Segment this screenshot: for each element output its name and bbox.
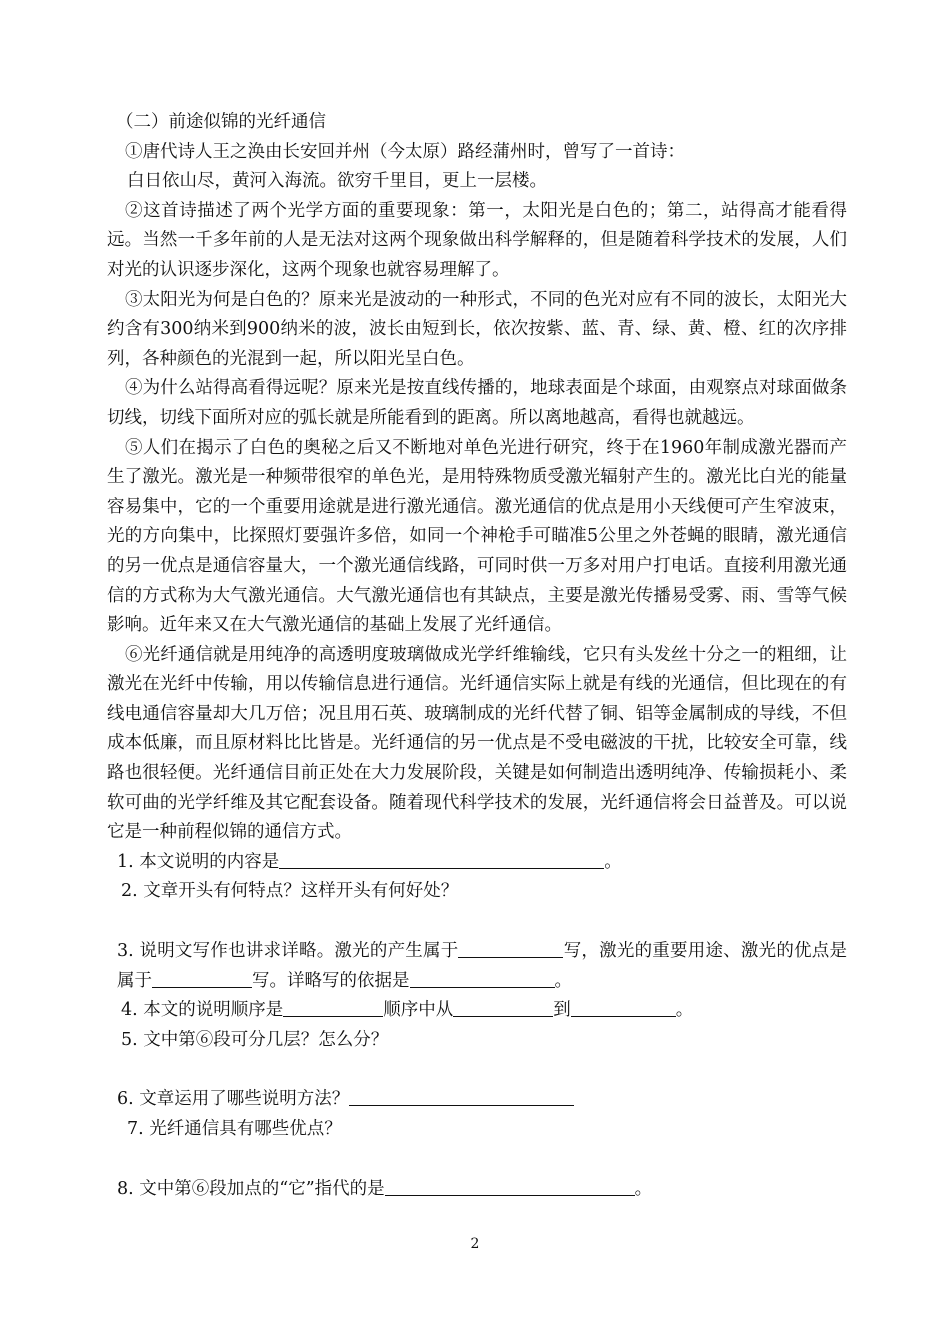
question-4 xyxy=(107,996,847,1026)
answer-blank[interactable] xyxy=(453,998,553,1017)
page-number: 2 xyxy=(470,1236,480,1252)
answer-blank[interactable] xyxy=(385,1176,635,1195)
answer-blank[interactable] xyxy=(458,939,563,958)
paragraph-1: ①唐代诗人王之涣由长安回并州（今太原）路经蒲州时，曾写了一首诗： xyxy=(125,141,685,162)
question-2: 2. 文章开头有何特点？这样开头有何好处？ xyxy=(121,881,459,902)
paragraph-6: ⑥光纤通信就是用纯净的高透明度玻璃做成光学纤维输线，它只有头发丝十分之一的粗细，让激光在光纤中传输，用以传输信息进行通信。光纤通信实际上就是有线的光通信，但比现在的有线电通信容量却大几万倍；况且用石英、玻璃制成的光纤代替了铜、铝等金属制成的导线，不但成本低廉，而且原材料比比皆是。光纤通信的另一优点是不受电磁波的干扰，比较安全可靠，线路也很轻便。光纤通信目前正处在大力发展阶段，关键是如何制造出透明纯净、传输损耗小、柔软可曲的光学纤维及其它配套设备。随着现代科学技术的发展，光纤通信将会日益普及。可以说它是一种前程似锦的通信方式。 xyxy=(107,644,847,843)
answer-blank[interactable] xyxy=(571,998,676,1017)
question-8-text: 8. 文中第⑥段加点的“它”指代的是 xyxy=(117,1178,385,1199)
question-3-text-b: 写，激光的重要用途、激光的优点是属于 xyxy=(117,941,848,991)
question-1-text: 1. 本文说明的内容是 xyxy=(117,851,280,872)
paragraph-3: ③太阳光为何是白色的？原来光是波动的一种形式，不同的色光对应有不同的波长，太阳光大约含有300纳米到900纳米的波，波长由短到长，依次按紫、蓝、青、绿、黄、橙、红的次序排列，各种颜色的光混到一起，所以阳光呈白色。 xyxy=(107,289,847,369)
answer-space[interactable] xyxy=(107,1055,847,1085)
question-4-text-b: 顺序中从 xyxy=(383,1000,454,1021)
question-4-end: 。 xyxy=(675,1000,694,1021)
answer-blank[interactable] xyxy=(152,968,252,987)
document-body xyxy=(107,108,847,1204)
question-8 xyxy=(107,1175,847,1205)
paragraph-5: ⑤人们在揭示了白色的奥秘之后又不断地对单色光进行研究，终于在1960年制成激光器而产生了激光。激光是一种频带很窄的单色光，是用特殊物质受激光辐射产生的。激光比白光的能量容易集中，它的一个重要用途就是进行激光通信。激光通信的优点是用小天线便可产生窄波束，光的方向集中，比探照灯要强许多倍，如同一个神枪手可瞄准5公里之外苍蝇的眼睛，激光通信的另一优点是通信容量大，一个激光通信线路，可同时供一万多对用户打电话。直接利用激光通信的方式称为大气激光通信。大气激光通信也有其缺点，主要是激光传播易受雾、雨、雪等气候影响。近年来又在大气激光通信的基础上发展了光纤通信。 xyxy=(107,437,847,636)
question-4-text-c: 到 xyxy=(553,1000,571,1021)
question-3-text-c: 写。详略写的依据是 xyxy=(252,970,410,991)
question-8-end: 。 xyxy=(634,1178,653,1199)
answer-blank[interactable] xyxy=(410,968,555,987)
answer-space[interactable] xyxy=(107,1145,847,1175)
paragraph-4: ④为什么站得高看得远呢？原来光是按直线传播的，地球表面是个球面，由观察点对球面做条切线，切线下面所对应的弧长就是所能看到的距离。所以离地越高，看得也就越远。 xyxy=(107,378,847,428)
question-3 xyxy=(107,937,847,996)
question-3-end: 。 xyxy=(554,970,572,991)
question-5: 5. 文中第⑥段可分几层？怎么分？ xyxy=(121,1029,389,1050)
section-title: （二）前途似锦的光纤通信 xyxy=(116,112,326,132)
question-6 xyxy=(107,1085,847,1115)
answer-blank[interactable] xyxy=(283,998,383,1017)
poem-line: 白日依山尽，黄河入海流。欲穷千里目，更上一层楼。 xyxy=(127,171,547,192)
question-1 xyxy=(107,848,847,878)
question-4-text-a: 4. 本文的说明顺序是 xyxy=(121,1000,284,1021)
question-3-text-a: 3. 说明文写作也讲求详略。激光的产生属于 xyxy=(117,941,459,962)
question-7: 7. 光纤通信具有哪些优点？ xyxy=(127,1119,342,1139)
paragraph-2: ②这首诗描述了两个光学方面的重要现象：第一，太阳光是白色的；第二，站得高才能看得远。当然一千多年前的人是无法对这两个现象做出科学解释的，但是随着科学技术的发展，人们对光的认识逐步深化，这两个现象也就容易理解了。 xyxy=(107,200,847,280)
question-6-text: 6. 文章运用了哪些说明方法？ xyxy=(117,1089,350,1110)
answer-space[interactable] xyxy=(107,907,847,937)
answer-blank[interactable] xyxy=(349,1087,574,1106)
question-1-end: 。 xyxy=(604,851,622,872)
answer-blank[interactable] xyxy=(279,849,604,868)
